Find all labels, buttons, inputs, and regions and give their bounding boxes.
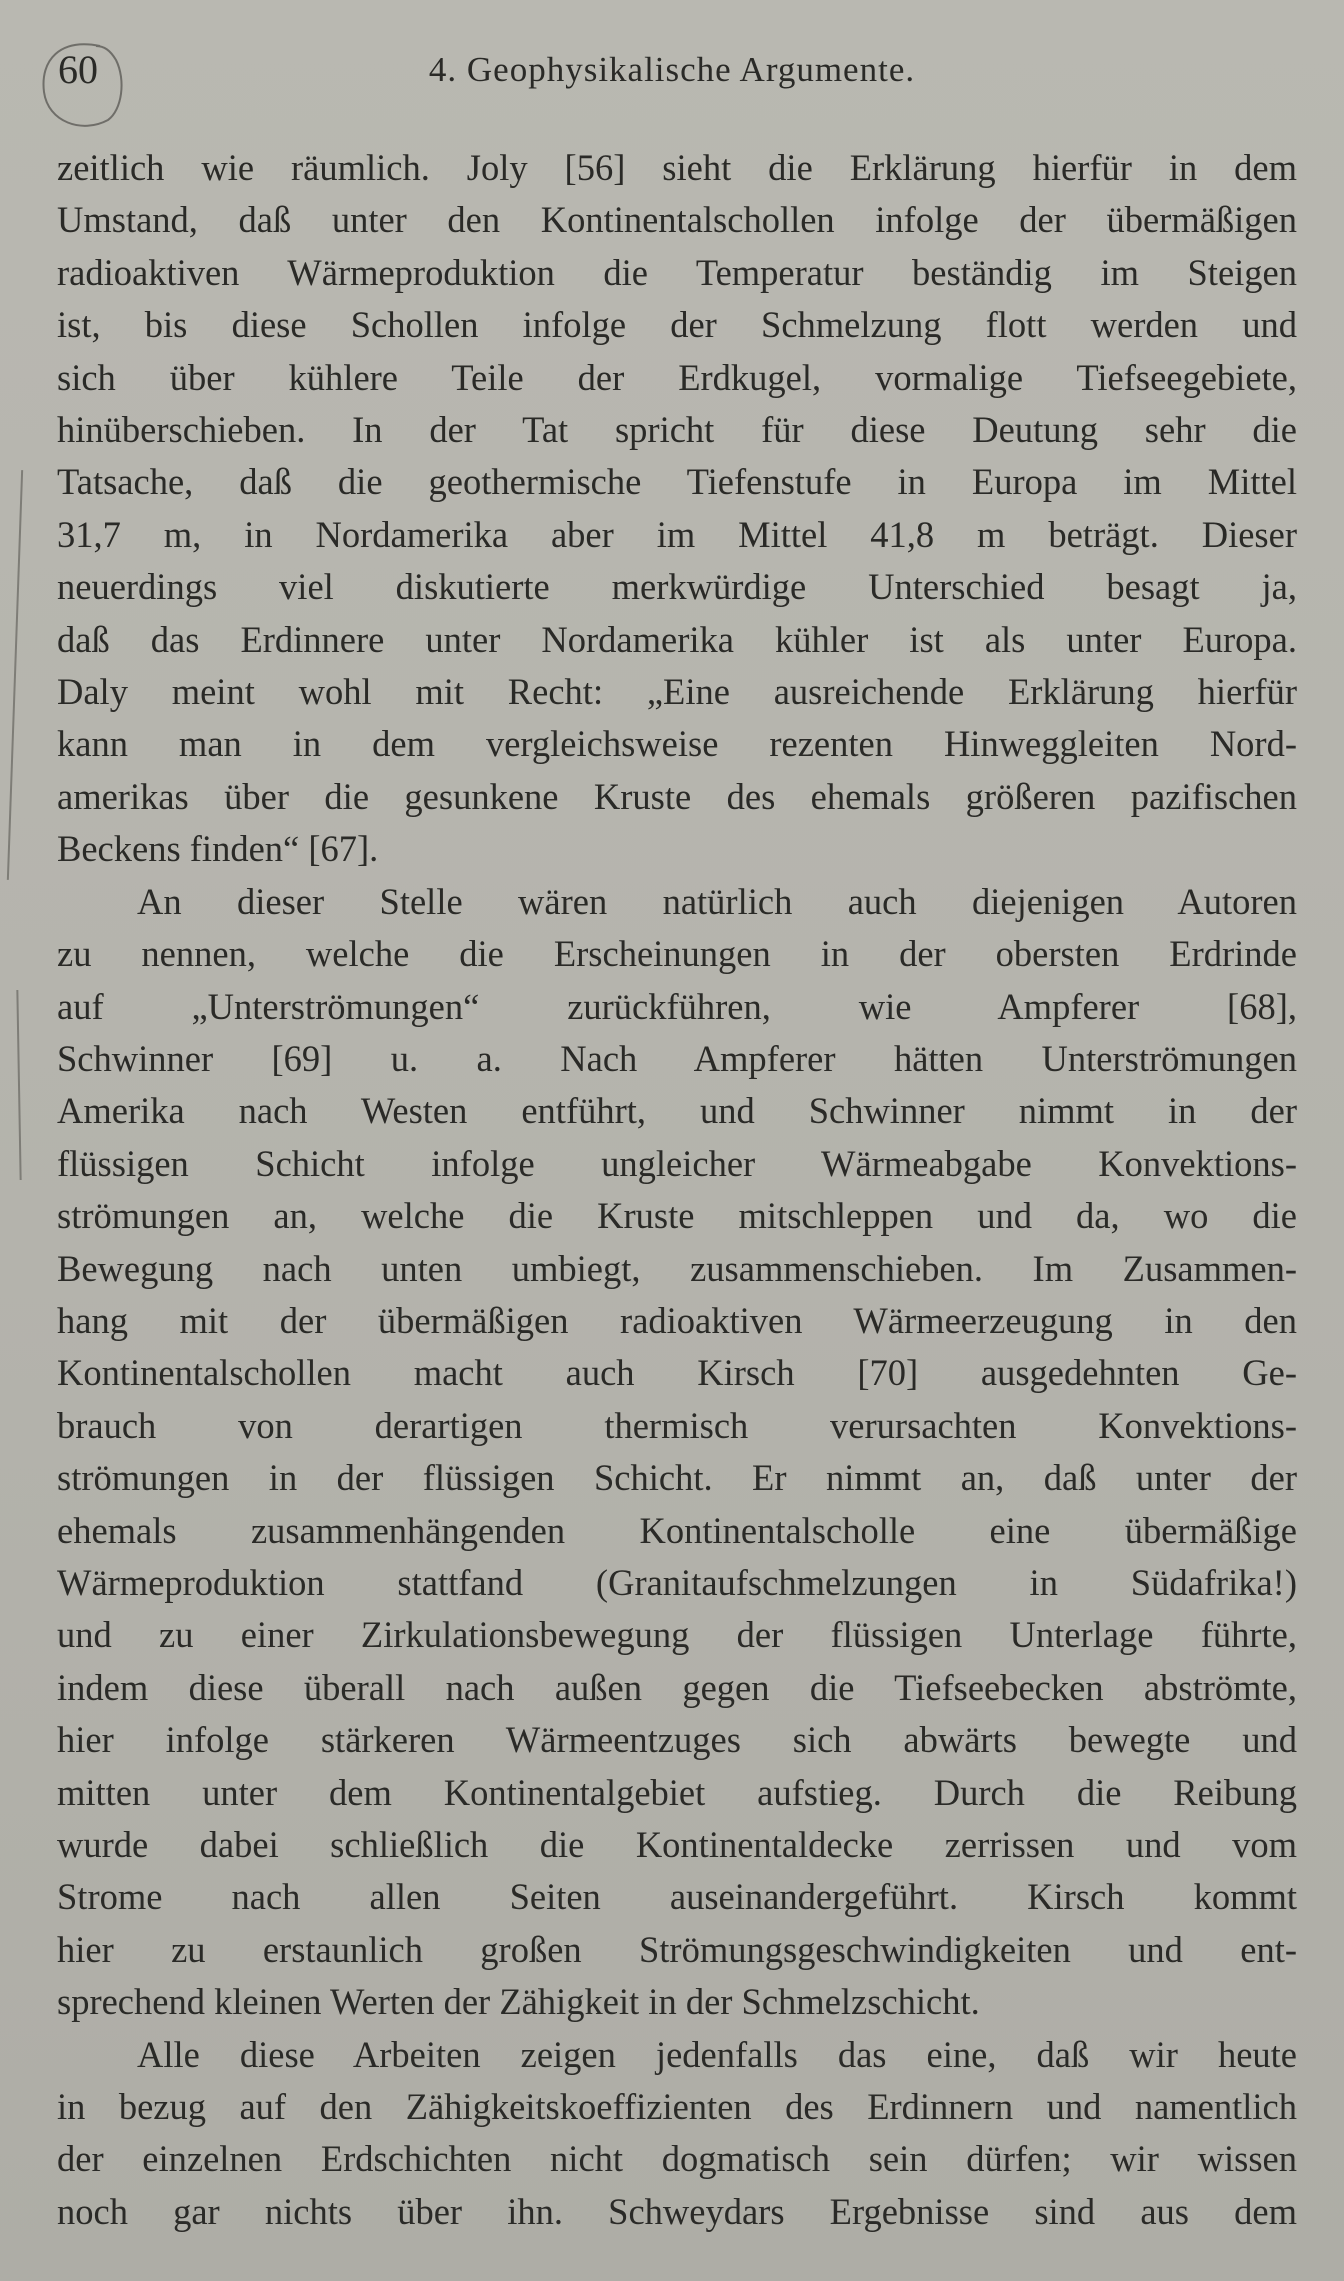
text-line: amerikas über die gesunkene Kruste des ehemals größeren pazifischen bbox=[57, 775, 1297, 817]
text-line: Alle diese Arbeiten zeigen jedenfalls das eine, daß wir heute bbox=[137, 2033, 1297, 2075]
text-line: An dieser Stelle wären natürlich auch diejenigen Autoren bbox=[137, 880, 1297, 922]
text-line: ist, bis diese Schollen infolge der Schmelzung flott werden und bbox=[57, 304, 1297, 346]
text-line: Amerika nach Westen entführt, und Schwinner nimmt in der bbox=[57, 1090, 1297, 1132]
text-line: der einzelnen Erdschichten nicht dogmatisch sein dürfen; wir wissen bbox=[57, 2138, 1297, 2180]
page-header bbox=[0, 40, 1344, 100]
text-line: zeitlich wie räumlich. Joly [56] sieht die Erklärung hierfür in dem bbox=[57, 147, 1297, 188]
text-line: flüssigen Schicht infolge ungleicher Wärmeabgabe Konvektions- bbox=[57, 1142, 1297, 1184]
text-line: Schwinner [69] u. a. Nach Ampferer hätten Unterströmungen bbox=[57, 1037, 1297, 1079]
text-line: daß das Erdinnere unter Nordamerika kühler ist als unter Europa. bbox=[57, 618, 1297, 660]
text-line: zu nennen, welche die Erscheinungen in der obersten Erdrinde bbox=[57, 933, 1297, 975]
text-line: und zu einer Zirkulationsbewegung der flüssigen Unterlage führte, bbox=[57, 1614, 1297, 1656]
running-head: 4. Geophysikalische Argumente. bbox=[428, 50, 916, 89]
paragraph-2 bbox=[57, 876, 1297, 2029]
text-line: wurde dabei schließlich die Kontinentaldecke zerrissen und vom bbox=[57, 1824, 1297, 1865]
margin-pencil-line bbox=[7, 470, 23, 880]
text-line: Bewegung nach unten umbiegt, zusammenschieben. Im Zusammen- bbox=[57, 1247, 1297, 1289]
text-line: hang mit der übermäßigen radioaktiven Wärmeerzeugung in den bbox=[57, 1299, 1297, 1341]
text-line: Umstand, daß unter den Kontinentalschollen infolge der übermäßigen bbox=[57, 199, 1297, 241]
body-text bbox=[57, 142, 1297, 2238]
text-line: 31,7 m, in Nordamerika aber im Mittel 41,8 m beträgt. Dieser bbox=[57, 513, 1297, 555]
text-line: sich über kühlere Teile der Erdkugel, vormalige Tiefseegebiete, bbox=[57, 356, 1297, 398]
text-line: in bezug auf den Zähigkeitskoeffizienten des Erdinnern und namentlich bbox=[57, 2086, 1297, 2128]
text-line: kann man in dem vergleichsweise rezenten Hinweggleiten Nord- bbox=[57, 723, 1297, 765]
text-line: hier zu erstaunlich großen Strömungsgeschwindigkeiten und ent- bbox=[57, 1928, 1297, 1970]
paragraph-3 bbox=[57, 2029, 1297, 2239]
text-line: radioaktiven Wärmeproduktion die Temperatur beständig im Steigen bbox=[57, 251, 1297, 293]
text-line: noch gar nichts über ihn. Schweydars Ergebnisse sind aus dem bbox=[57, 2190, 1297, 2232]
text-line: hinüberschieben. In der Tat spricht für diese Deutung sehr die bbox=[57, 409, 1297, 451]
text-line: indem diese überall nach außen gegen die Tiefseebecken abströmte, bbox=[57, 1666, 1297, 1708]
text-line: auf „Unterströmungen“ zurückführen, wie Ampferer [68], bbox=[57, 985, 1297, 1027]
text-line: neuerdings viel diskutierte merkwürdige Unterschied besagt ja, bbox=[57, 566, 1297, 608]
text-line: Kontinentalschollen macht auch Kirsch [70] ausgedehnten Ge- bbox=[57, 1352, 1297, 1394]
text-line: Daly meint wohl mit Recht: „Eine ausreichende Erklärung hierfür bbox=[57, 671, 1297, 713]
text-line: ehemals zusammenhängenden Kontinentalscholle eine übermäßige bbox=[57, 1509, 1297, 1551]
text-line: sprechend kleinen Werten der Zähigkeit in der Schmelzschicht. bbox=[57, 1981, 980, 2023]
text-line: Wärmeproduktion stattfand (Granitaufschmelzungen in Südafrika!) bbox=[57, 1561, 1297, 1603]
text-line: strömungen in der flüssigen Schicht. Er nimmt an, daß unter der bbox=[57, 1457, 1297, 1499]
paragraph-1 bbox=[57, 142, 1297, 876]
text-line: Tatsache, daß die geothermische Tiefenstufe in Europa im Mittel bbox=[57, 461, 1297, 503]
text-line: hier infolge stärkeren Wärmeentzuges sich abwärts bewegte und bbox=[57, 1719, 1297, 1761]
margin-pencil-line bbox=[16, 990, 21, 1180]
text-line: strömungen an, welche die Kruste mitschleppen und da, wo die bbox=[57, 1195, 1297, 1237]
page-number: 60 bbox=[58, 47, 98, 92]
text-line: Beckens finden“ [67]. bbox=[57, 828, 379, 870]
text-line: brauch von derartigen thermisch verursachten Konvektions- bbox=[57, 1404, 1297, 1446]
text-line: mitten unter dem Kontinentalgebiet aufstieg. Durch die Reibung bbox=[57, 1771, 1297, 1813]
text-line: Strome nach allen Seiten auseinandergeführt. Kirsch kommt bbox=[57, 1876, 1297, 1918]
